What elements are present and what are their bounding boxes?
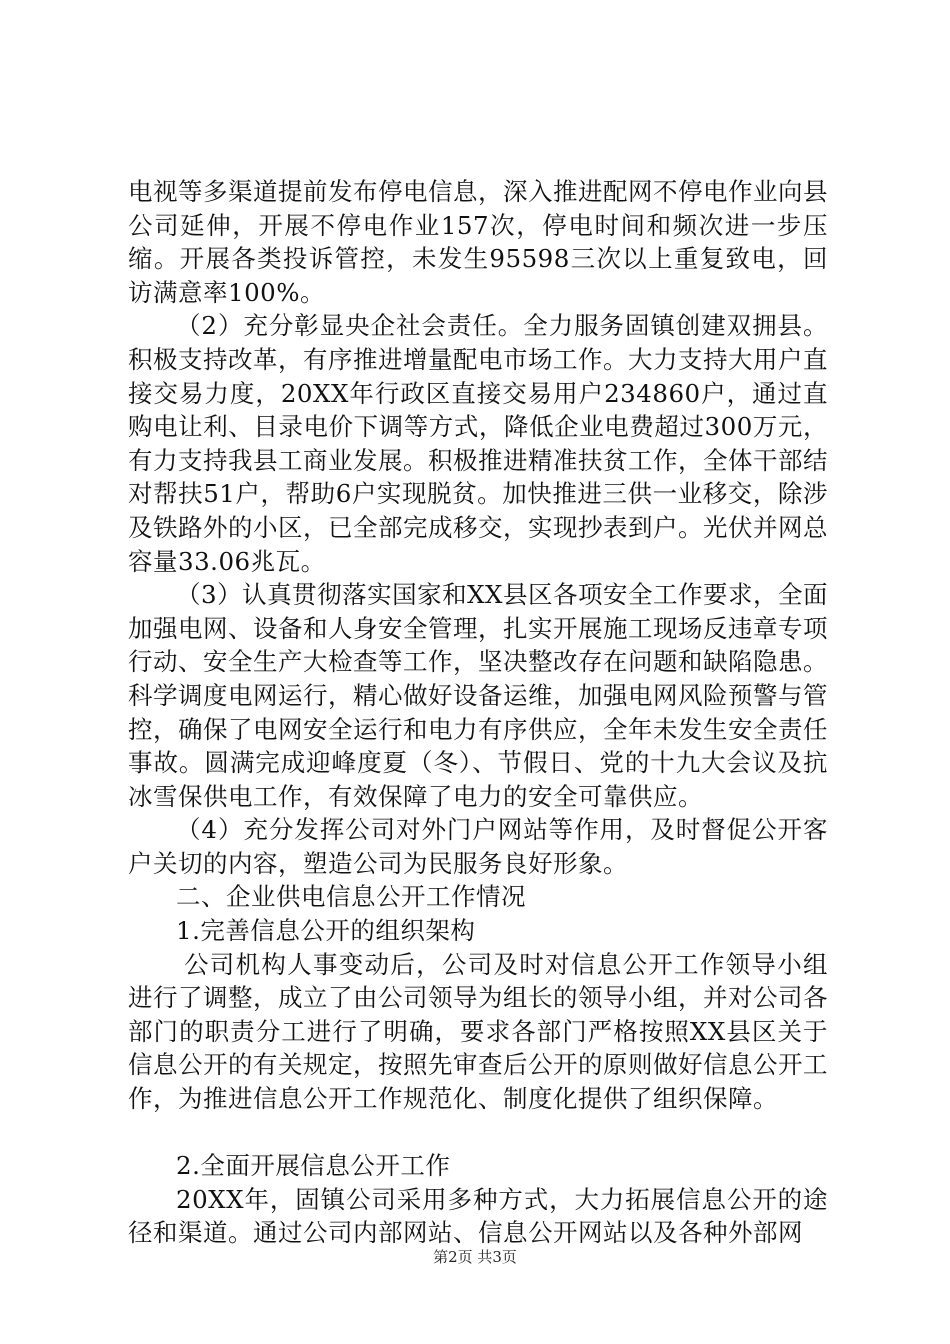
paragraph-safety-work: （3）认真贯彻落实国家和XX县区各项安全工作要求，全面加强电网、设备和人身安全管理，扎实开展施工现场反违章专项行动、安全生产大检查等工作，坚决整改存在问题和缺陷隐患。科学调度电网运行，精心做好设备运维，加强电网风险预警与管控，确保了电网安全运行和电力有序供应，全年未发生安全责任事故。圆满完成迎峰度夏（冬）、节假日、党的十九大会议及抗冰雪保供电工作，有效保障了电力的安全可靠供应。 xyxy=(128,580,828,811)
page-footer: 第2页 共3页 xyxy=(433,1248,517,1266)
paragraph-organization: 公司机构人事变动后，公司及时对信息公开工作领导小组进行了调整，成立了由公司领导为组长的领导小组，并对公司各部门的职责分工进行了明确，要求各部门严格按照XX县区关于信息公开的有关规定，按照先审查后公开的原则做好信息公开工作，为推进信息公开工作规范化、制度化提供了组织保障。 xyxy=(128,949,828,1114)
subheading-organization: 1.完善信息公开的组织架构 xyxy=(176,916,476,946)
section-heading-info-disclosure: 二、企业供电信息公开工作情况 xyxy=(176,882,526,912)
paragraph-disclosure-channels: 20XX年，固镇公司采用多种方式，大力拓展信息公开的途径和渠道。通过公司内部网站、信息公开网站以及各种外部网 xyxy=(128,1184,828,1248)
paragraph-portal-website: （4）充分发挥公司对外门户网站等作用，及时督促公开客户关切的内容，塑造公司为民服务良好形象。 xyxy=(128,815,828,878)
document-body xyxy=(128,175,828,1250)
subheading-full-disclosure: 2.全面开展信息公开工作 xyxy=(176,1151,451,1181)
paragraph-social-responsibility: （2）充分彰显央企社会责任。全力服务固镇创建双拥县。积极支持改革，有序推进增量配电市场工作。大力支持大用户直接交易力度，20XX年行政区直接交易用户234860户，通过直购电让利、目录电价下调等方式，降低企业电费超过300万元，有力支持我县工商业发展。积极推进精准扶贫工作，全体干部结对帮扶51户，帮助6户实现脱贫。加快推进三供一业移交，除涉及铁路外的小区，已全部完成移交，实现抄表到户。光伏并网总容量33.06兆瓦。 xyxy=(128,311,828,576)
paragraph-power-outage-info: 电视等多渠道提前发布停电信息，深入推进配网不停电作业向县公司延伸，开展不停电作业157次，停电时间和频次进一步压缩。开展各类投诉管控，未发生95598三次以上重复致电，回访满意率100%。 xyxy=(128,177,828,307)
